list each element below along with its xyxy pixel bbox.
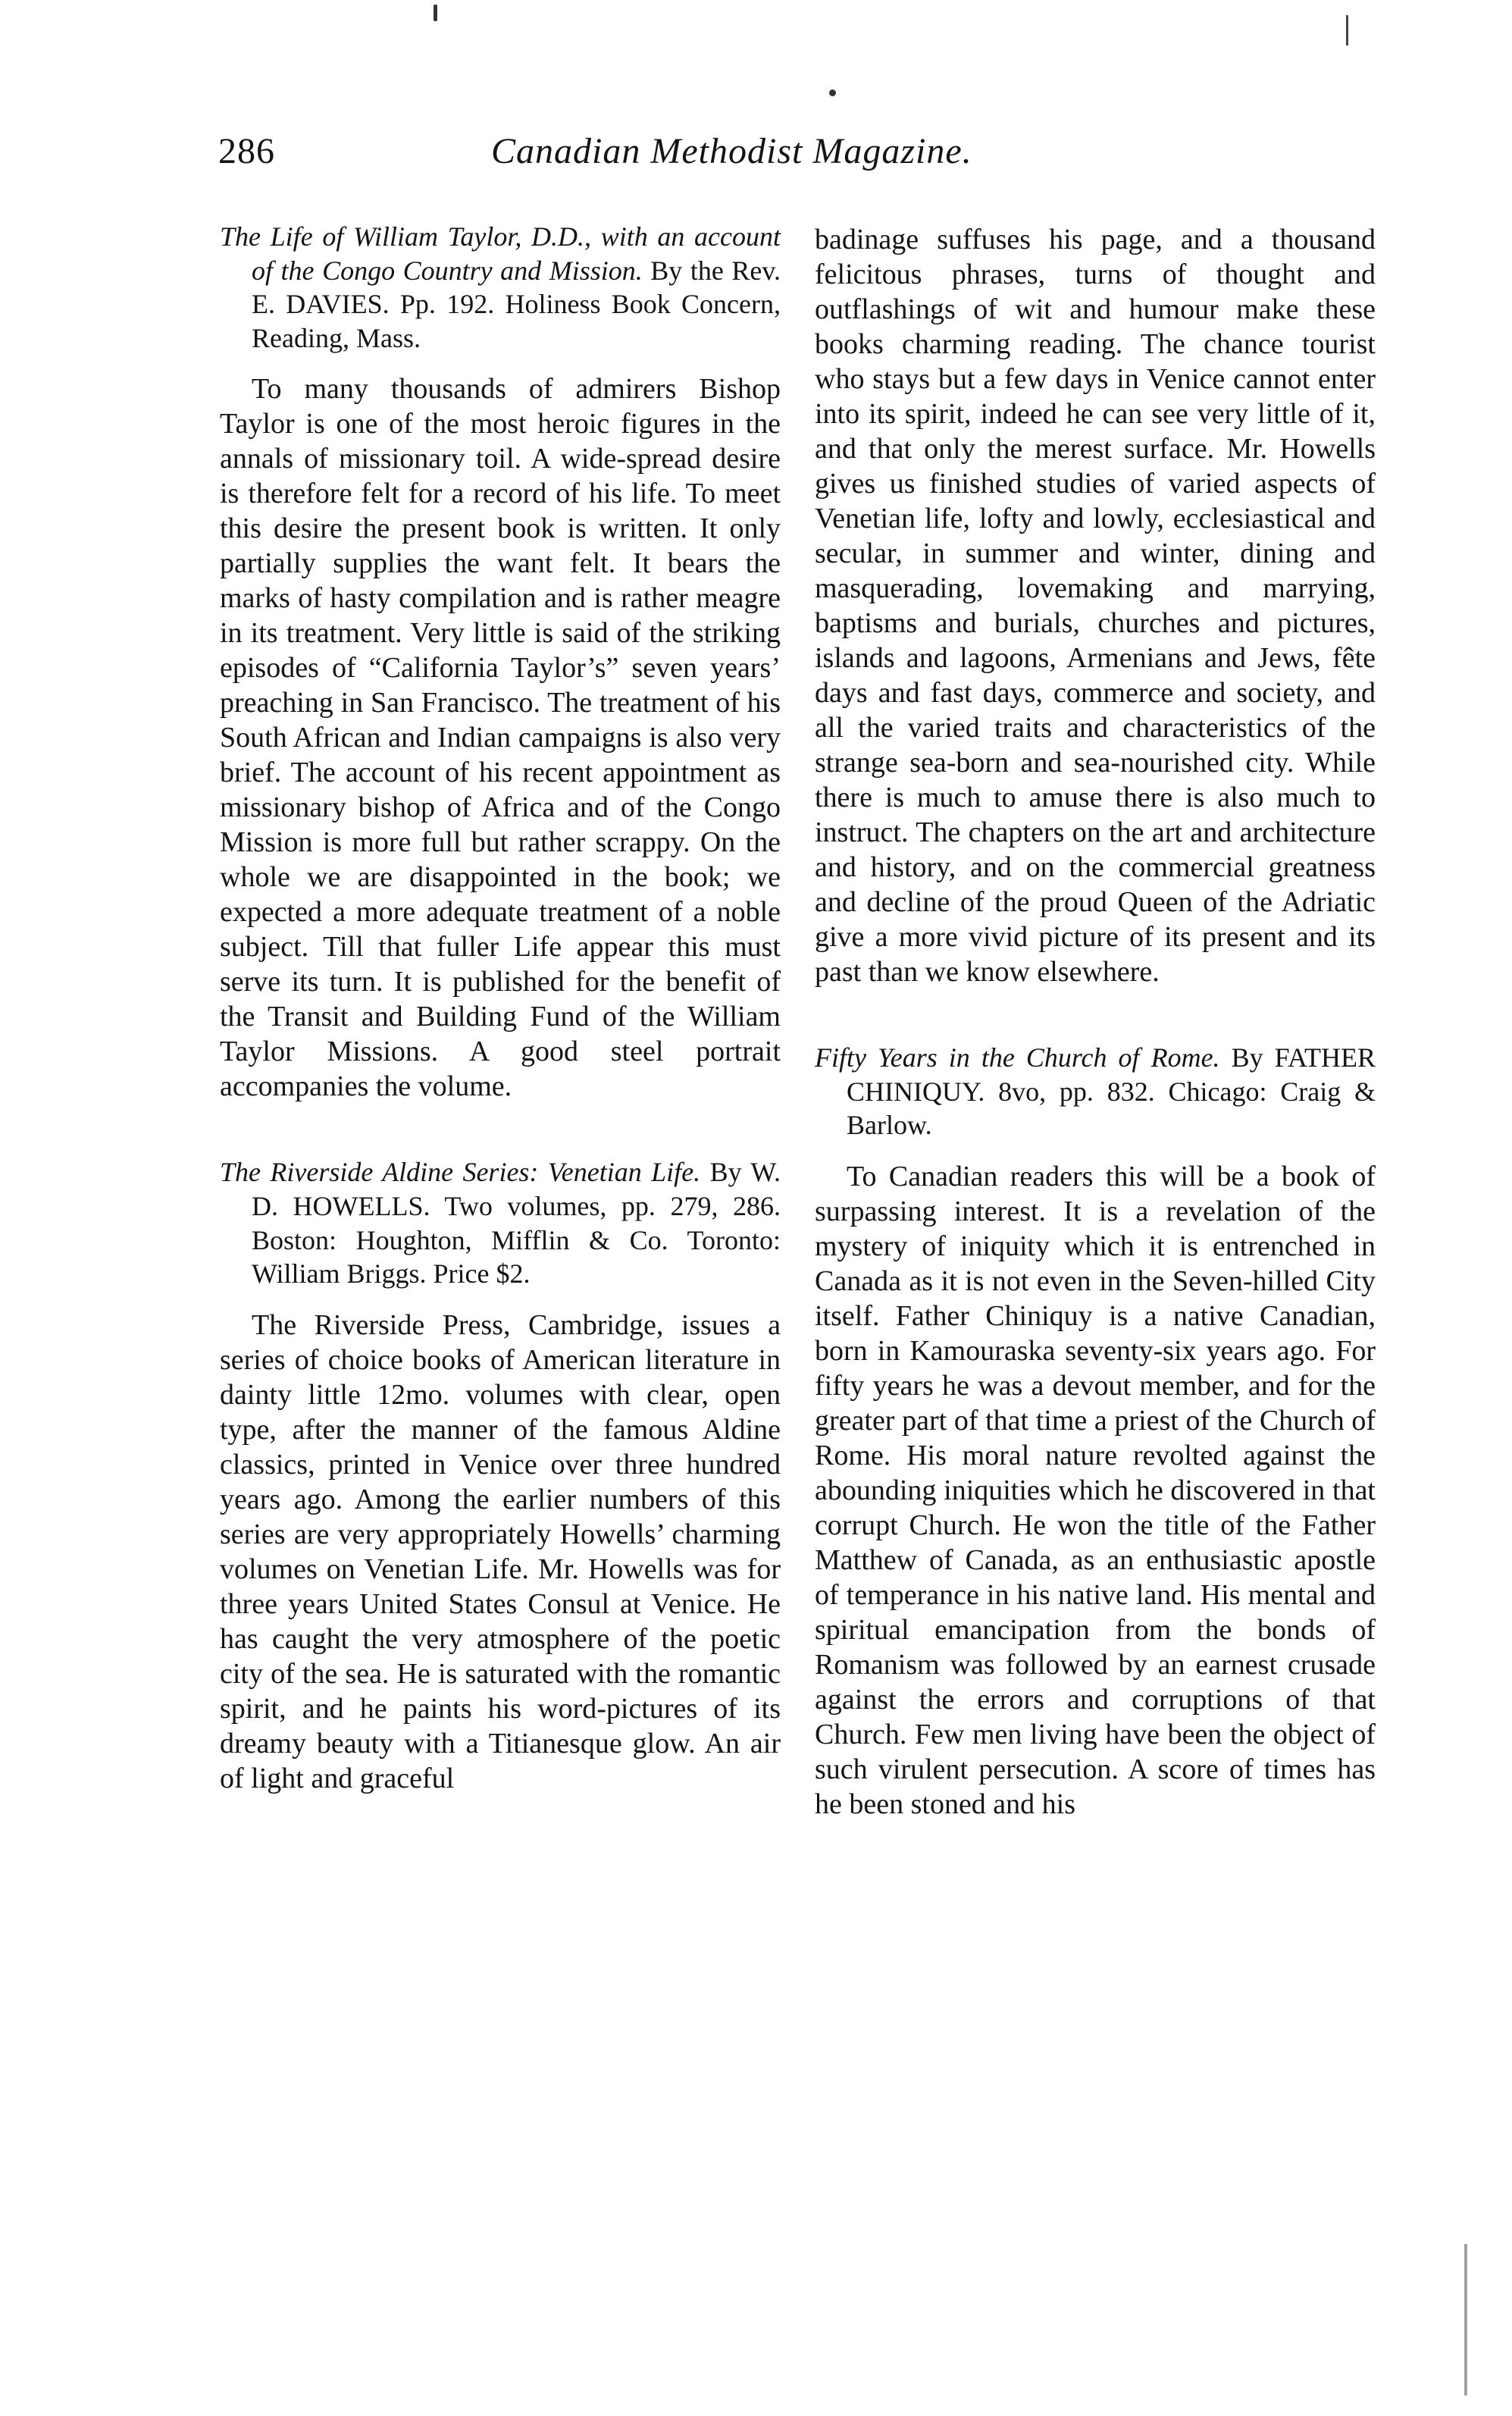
book-title: The Life of William Taylor, D.D., with an account of the Congo Country and Mission. [220, 221, 781, 286]
book-title: The Riverside Aldine Series: Venetian Life. [220, 1157, 701, 1188]
scan-speck [829, 89, 836, 96]
scan-edge-mark [1464, 2244, 1467, 2396]
running-head [218, 121, 1401, 182]
book-notice-heading [220, 220, 781, 355]
book-byline: By the Rev. E. DAVIES. Pp. 192. Holiness Book Concern, Reading, Mass. [252, 255, 781, 353]
book-byline: By FATHER CHINIQUY. 8vo, pp. 832. Chicago: Craig & Barlow. [847, 1042, 1376, 1141]
left-column [220, 220, 781, 1796]
review-paragraph: The Riverside Press, Cambridge, issues a series of choice books of American literature in dainty little 12mo. volumes with clear, open type, after the manner of the famous Aldine classics, printed in Venice over three hundred years ago. Among the earlier numbers of this series are very appropriately Howells’ charming volumes on Venetian Life. Mr. Howells was for three years United States Consul at Venice. He has caught the very atmosphere of the poetic city of the sea. He is saturated with the romantic spirit, and he paints his word-pictures of its dreamy beauty with a Titianesque glow. An air of light and graceful [220, 1308, 781, 1794]
review-paragraph: To many thousands of admirers Bishop Taylor is one of the most heroic figures in the annals of missionary toil. A wide-spread desire is therefore felt for a record of his life. To meet this desire the present book is written. It only partially supplies the want felt. It bears the marks of hasty compilation and is rather meagre in its treatment. Very little is said of the striking episodes of “California Taylor’s” seven years’ preaching in San Francisco. The treatment of his South African and Indian campaigns is also very brief. The account of his recent appointment as missionary bishop of Africa and of the Congo Mission is more full but rather scrappy. On the whole we are disappointed in the book; we expected a more adequate treatment of a noble subject. Till that fuller Life appear this must serve its turn. It is published for the benefit of the Transit and Building Fund of the William Taylor Missions. A good steel portrait accompanies the volume. [220, 373, 781, 1103]
book-byline: By W. D. HOWELLS. Two volumes, pp. 279, 286. Boston: Houghton, Mifflin & Co. Toronto: William Briggs. Price $2. [252, 1157, 781, 1289]
scan-edge-mark [1346, 15, 1348, 45]
review-paragraph: To Canadian readers this will be a book of surpassing interest. It is a revelation of the mystery of iniquity which it is entrenched in Canada as it is not even in the Seven-hilled City itself. Father Chiniquy is a native Canadian, born in Kamouraska seventy-six years ago. For fifty years he was a devout member, and for the greater part of that time a priest of the Church of Rome. His moral nature revolted against the abounding iniquities which he discovered in that corrupt Church. He won the title of the Father Matthew of Canada, as an enthusiastic apostle of temperance in his native land. His mental and spiritual emancipation from the bonds of Romanism was followed by an earnest crusade against the errors and corruptions of that Church. Few men living have been the object of such virulent persecution. A score of times has he been stoned and his [815, 1160, 1376, 1820]
book-notice-heading [220, 1155, 781, 1290]
right-column [815, 222, 1376, 1822]
page-number: 286 [218, 131, 275, 171]
journal-title: Canadian Methodist Magazine. [491, 131, 972, 171]
book-notice-heading [815, 1041, 1376, 1142]
review-paragraph-continued: badinage suffuses his page, and a thousand felicitous phrases, turns of thought and outflashings of wit and humour make these books charming reading. The chance tourist who stays but a few days in Venice cannot enter into its spirit, indeed he can see very little of it, and that only the merest surface. Mr. Howells gives us finished studies of varied aspects of Venetian life, lofty and lowly, ecclesiastical and secular, in summer and winter, dining and masquerading, lovemaking and marrying, baptisms and burials, churches and pictures, islands and lagoons, Armenians and Jews, fête days and fast days, commerce and society, and all the varied traits and characteristics of the strange sea-born and sea-nourished city. While there is much to amuse there is also much to instruct. The chapters on the art and architecture and history, and on the commercial greatness and decline of the proud Queen of the Adriatic give a more vivid picture of its present and its past than we know elsewhere. [815, 224, 1376, 988]
scan-speck [434, 5, 437, 21]
book-title: Fifty Years in the Church of Rome. [815, 1042, 1220, 1073]
